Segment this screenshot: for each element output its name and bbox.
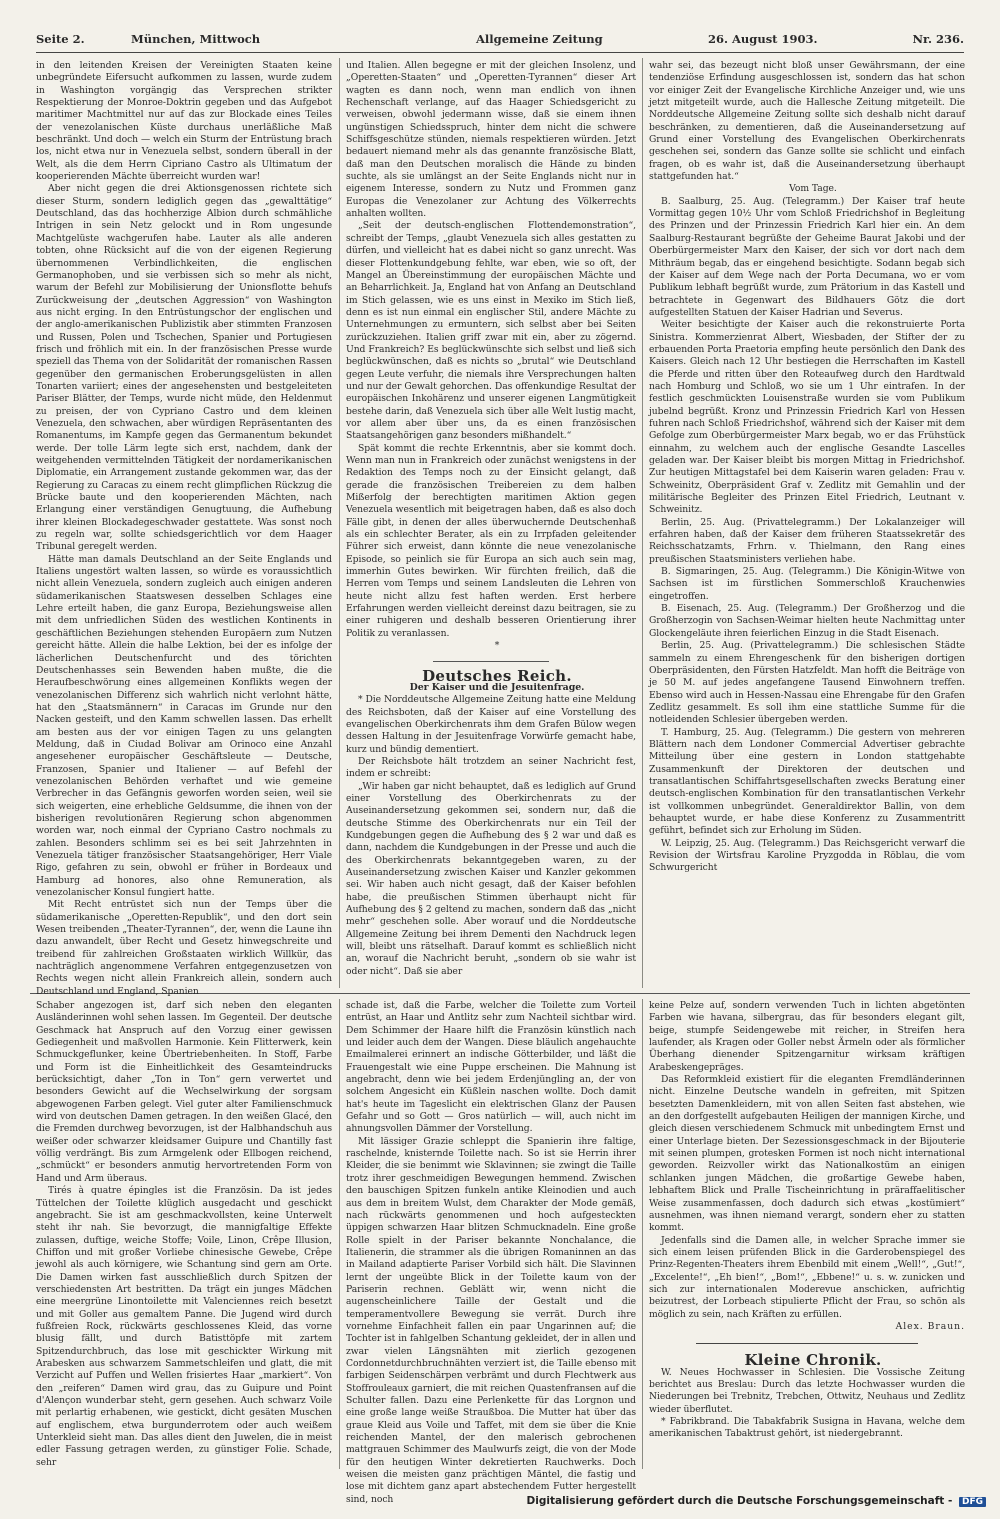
news-item: Berlin, 25. Aug. (Privattelegramm.) Der Lokalanzeiger will erfahren haben, daß der Kaiser dem früheren Staatssekretär des Reichsschatzamts, Frhrn. v. Thielmann, den Rang eines preußischen Staatsministers verliehen habe. — [649, 516, 965, 565]
article-paragraph: „Wir haben gar nicht behauptet, daß es lediglich auf Grund einer Vorstellung des Oberkirchenrats zu der Auseinandersetzung gekommen sei, sondern nur, daß die deutsche Stimme des Oberkirchenrats nur ein Teil der Kundgebungen gegen die Aufhebung des § 2 war und daß es dann, nachdem die Kundgebungen in der Presse und auch die des Oberkirchenrats bekanntgegeben waren, zu der Auseinandersetzung zwischen Kaiser und Kanzler gekommen sei. Wir haben auch nicht gesagt, daß der Kaiser befohlen habe, die preußischen Stimmen überhaupt nicht für Aufhebung des § 2 geltend zu machen, sondern daß das „nicht mehr“ geschehen solle. Aber worauf und die Norddeutsche Allgemeine Zeitung bei ihrem Dementi den Nachdruck legen will, bleibt uns rätselhaft. Darauf kommt es schließlich nicht an, worauf die Nachricht beruht, „sondern ob sie wahr ist oder nicht“. Daß sie aber — [346, 780, 636, 977]
article-paragraph: Mit Recht entrüstet sich nun der Temps über die südamerikanische „Operetten-Republik“, und den dort sein Wesen treibenden „Theater-Tyrannen“, der, wenn die Laune ihn dazu anwandelt, über Recht und Gesetz hinwegschreite und treibend für zahlreichen Großstaaten wirklich Willkür, das nachträglich angenommene Verfahren entgegenzusetzen von Rechts wegen nicht allein Frankreich allein, sondern auch Deutschland und England, Spanien — [36, 899, 332, 997]
feuilleton-paragraph: Tirés à quatre épingles ist die Französin. Da ist jedes Tüttelchen der Toilette klüglich ausgedacht und geschickt angebracht. Sie ist am geschmackvollsten, keine Unterwelt steht ihr nah. Sie bevorzugt, die mannigfaltige Effekte zulassen, duftige, weiche Stoffe; Voile, Linon, Crêpe Illusion, Chiffon und mit großer Vorliebe chinesische Gewebe, Crêpe jewohl als auch körnigere, wie Schantung sind gern am Orte. Die Damen wirken fast ausschließlich durch Spitzen der verschiedensten Art bestritten. Da trägt ein junges Mädchen eine meergrüne Linontoilette mit Valenciennes reich besetzt und mit Goller aus gemaltem Panne. Die Jugend wird durch fußfreien Rock, rückwärts geschlossenes Kleid, das vorne blusig fällt, und durch Batisttöpfe mit zartem Spitzendurchbruch, das lose mit geschickter Wirkung mit Arabesken aus schwarzem Sammetschleifen und glatt, die mit Verzicht auf Puffen und Wellen frisiertes Haar „markiert“. Von den „reiferen“ Damen wird grau, das zu Guipure und Point d'Alençon wunderbar steht, gern gesehen. Auch schwarz Voile mit perlartig erhabenen, wie gestickt, dicht gesäten Muschen auf englischem, etwa burgunderrotem oder auch weißem Unterkleid sieht man. Das alles dient den Juwelen, die in meist edler Fassung getragen werden, zu günstiger Folie. Schade, sehr — [36, 1185, 332, 1468]
feuilleton-column-3 — [649, 1000, 965, 1465]
column-rule — [339, 58, 340, 988]
feuilleton-paragraph: schade ist, daß die Farbe, welcher die Toilette zum Vorteil entrüst, an Haar und Antlitz sehr zum Nachteil sichtbar wird. Dem Schimmer der Haare hilft die Französin künstlich nach und leider auch dem der Wangen. Diese bläulich angehauchte Emailmalerei erinnert an indische Götterbilder, und läßt die Frauengestalt wie eine Puppe erscheinen. Die Mahnung ist angebracht, denn wie bei jedem Erdenjüngling an, der von solchem Angesicht ein Küßlein naschen wollte. Doch damit hat's heute im Tageslicht ein elektrischen Glanz der Pausen Gefahr und so Gott — Gros natürlich — will, auch nicht im ahnungsvollen Dämmer der Vorstellung. — [346, 1000, 636, 1135]
news-item: B. Saalburg, 25. Aug. (Telegramm.) Der Kaiser traf heute Vormittag gegen 10½ Uhr vom Schloß Friedrichshof in Begleitung des Prinzen und der Prinzessin Friedrich Karl hier ein. An dem Saalburg-Restaurant begrüßte der Geheime Baurat Jakobi und der Oberbürgermeister Marx den Kaiser, der sich vor dort nach dem Mithräum begab, das er eingehend besichtigte. Sodann begab sich der Kaiser auf dem Wege nach der Porta Decumana, wo er vom Publikum lebhaft begrüßt wurde, zum Prätorium in das Kastell und betrachtete in Gegenwart des Bildhauers Götz die dort aufgestellten Statuen der Kaiser Hadrian und Severus. — [649, 195, 965, 318]
feuilleton-paragraph: Jedenfalls sind die Damen alle, in welcher Sprache immer sie sich einem leisen prüfenden Blick in die Garderobenspiegel des Prinz-Regenten-Theaters ihrem Ebenbild mit einem „Well!“, „Gut!“, „Excelente!“, „Eh bien!“, „Bom!“, „Ebbene!“ u. s. w. zunicken und sich zur internationalen Moderevue anschicken, aufrichtig beizutrest, der Lorbeach stipulierte Pflicht der Frau, so schön als möglich zu sein, nach Kräften zu erfüllen. — [649, 1234, 965, 1320]
news-item: Weiter besichtigte der Kaiser auch die rekonstruierte Porta Sinistra. Kommerzienrat Albert, Wiesbaden, der Stifter der zu erbauenden Porta Praetoria empfing heute persönlich den Dank des Kaisers. Gleich nach 12 Uhr bestiegen die Herrschaften im Kastell die Pferde und ritten über den Roteaufweg durch den Hardtwald nach Homburg und Schloß, wo sie um 1 Uhr eintrafen. In der festlich geschmückten Louisenstraße wurden sie vom Publikum jubelnd begrüßt. Kronz und Prinzessin Friedrich Karl von Hessen fuhren nach Schloß Friedrichshof, während sich der Kaiser mit dem Gefolge zum Oberbürgermeister Marx begab, wo er das Frühstück einnahm, zu welchem auch der englische Gesandte Lascelles geladen war. Der Kaiser bleibt bis morgen Mittag in Friedrichshof. Zur heutigen Mittagstafel bei dem Kaiserin waren geladen: Frau v. Schweinitz, Oberpräsident Graf v. Zedlitz mit Gemahlin und der militärische Begleiter des Prinzen Eitel Friedrich, Leutnant v. Schweinitz. — [649, 319, 965, 516]
article-paragraph: „Seit der deutsch-englischen Flottendemonstration“, schreibt der Temps, „glaubt Venezuela sich alles gestatten zu dürfen, und vielleicht hat es dabei nicht so ganz unrecht. Was dieser Flottenkundgebung fehlte, war eben, wie so oft, der Mangel an Übereinstimmung der europäischen Mächte und an Beharrlichkeit. Ja, England hat von Anfang an Deutschland im Stich gelassen, wie es uns einst in Mexiko im Stich ließ, denn es ist nun einmal ein englischer Stil, andere Mächte zu Unternehmungen zu ermuntern, sich selbst aber bei Seiten zurückzuziehen. Italien griff zwar mit ein, aber zu zögernd. Und Frankreich? Es beglückwünschte sich selbst und ließ sich beglückwünschen, daß es nichts so „brutal“ wie Deutschland gegen Leute verfuhr, die niemals ihre Versprechungen halten und nur der Gewalt gehorchen. Das offenkundige Resultat der europäischen Inkohärenz und unserer eigenen Langmütigkeit bestehe darin, daß Venezuela sich über alle Welt lustig macht, vor allem aber über uns, da es einen französischen Staatsangehörigen ganz besonders mißhandelt.“ — [346, 220, 636, 442]
credit-text: Digitalisierung gefördert durch die Deutsche Forschungsgemeinschaft - — [526, 1495, 953, 1507]
article-paragraph: Spät kommt die rechte Erkenntnis, aber sie kommt doch. Wenn man nun in Frankreich oder zunächst wenigstens in der Redaktion des Temps noch zu der Einsicht gelangt, daß gerade die französischen Treibereien zu dem halben Mißerfolg der berechtigten maritimen Aktion gegen Venezuela wesentlich mit beigetragen haben, daß es also doch Fälle gibt, in denen der alles überwuchernde Deutschenhaß als ein schlechter Berater, als ein zu Irrpfaden geleitender Führer sich erweist, dann könnte die neue venezolanische Episode, so peinlich sie für Europa an sich auch sein mag, immerhin Gutes bewirken. Wir fürchten freilich, daß die Herren vom Temps und seinem Landsleuten die Lehren von heute nicht allzu fest haften werden. Erst herbere Erfahrungen werden vielleicht dereinst dazu beitragen, sie zu einer ruhigeren und deshalb besseren Orientierung ihrer Politik zu veranlassen. — [346, 442, 636, 639]
newspaper-title: Allgemeine Zeitung — [476, 32, 603, 46]
dfg-logo: DFG — [959, 1497, 986, 1507]
digitization-credit — [527, 1495, 986, 1513]
header-place-day: München, Mittwoch — [131, 32, 261, 46]
article-subtitle: Der Kaiser und die Jesuitenfrage. — [409, 681, 585, 693]
news-item: B. Eisenach, 25. Aug. (Telegramm.) Der Großherzog und die Großherzogin von Sachsen-Weimar hielten heute Nachmittag unter Glockengeläute ihren feierlichen Einzug in die Stadt Eisenach. — [649, 603, 965, 639]
section-heading-vom-tage: Vom Tage. — [789, 183, 837, 195]
feuilleton-paragraph: Mit lässiger Grazie schleppt die Spanierin ihre faltige, raschelnde, knisternde Toilette nach. So ist sie Herrin ihrer Kleider, die sie benimmt wie Sklavinnen; sie zwingt die Taille trotz ihrer geschmeidigen Bewegungen hemmend. Zwischen den bauschigen Spitzen funkeln antike Kleinodien und auch aus dem in breitem Wulst, dem Charakter der Mode gemäß, nach rückwärts genommenen und hoch aufgesteckten üppigen schwarzen Haar blitzen Schmucknadeln. Eine große Rolle spielt in der Pariser bekannte Nonchalance, die Italienerin, die strammer als die übrigen Romaninnen an das in Mailand adaptierte Pariser Vorbild sich hält. Die Slavinnen lernt der ungeübte Blick in der Toilette kaum von der Pariserin rechnen. Geblätt wir, wenn nicht die augenscheinlichere Taille der Gestalt und die temperamentvollere Bewegung sie verrät. Durch ihre vornehme Einfachheit fallen ein paar Ungarinnen auf; die Tochter ist in fahlgelben Schantung gekleidet, der in allen und zwar vielen Längsnähten mit zierlich gezogenen Cordonnetdurchbruchnähten verziert ist, die Taille ebenso mit farbigen Seidenschärpen verbrämt und durch Flechtwerk aus Stoffrouleaux garniert, die mit reichen Quastenfransen auf die Schulter fallen. Dazu eine Perlenkette für das Lorgnon und eine große lange weiße Straußboa. Die Mutter hat über das graue Kleid aus Voile und Taffet, mit dem sie über die Knie reichenden Mantel, der den malerisch gebrochenen mattgrauen Schimmer des Maulwurfs zeigt, die von der Mode für den heutigen Winter dekretierten Rauchwerks. Doch weisen die meisten ganz prächtigen Mäntel, die fastig und lose mit dichtem ganz apart abstechendem Futter hergestellt sind, noch — [346, 1135, 636, 1505]
author-signature: Alex. Braun. — [895, 1320, 965, 1332]
issue-number: Nr. 236. — [912, 32, 964, 46]
article-paragraph: und Italien. Allen begegne er mit der gleichen Insolenz, und „Operetten-Staaten“ und „Operetten-Tyrannen“ dieser Art wagten es dann noch, wenn man endlich von ihnen Rechenschaft verlange, auf das Haager Schiedsgericht zu verweisen, obwohl jedermann wisse, daß sie einem ihnen ungünstigen Schiedsspruch, hinter dem nicht die schwere Schiffsgeschütze stünden, niemals respektieren würden. Jetzt bedauert niemand mehr als das genannte französische Blatt, daß man den Deutschen moralisch die Hände zu binden suchte, als sie umlängst an der Seite Englands nicht nur in eigenem Interesse, sondern zu Nutz und Frommen ganz Europas die Venezolaner zur Achtung des Völkerrechts anhalten wollten. — [346, 60, 636, 220]
chronicle-item: W. Neues Hochwasser in Schlesien. Die Vossische Zeitung berichtet aus Breslau: Durch das letzte Hochwasser wurden die Niederungen bei Trebnitz, Trebchen, Ottwitz, Neuhaus und Zedlitz wieder überflutet. — [649, 1366, 965, 1415]
feuilleton-paragraph: Schaber angezogen ist, darf sich neben den eleganten Ausländerinnen wohl sehen lassen. Im Gegenteil. Der deutsche Geschmack hat Anspruch auf den Vorzug einer gewissen Gediegenheit und maßvollen Harmonie. Kein Flitterwerk, kein Schmuckgeflunker, keine Übertriebenheiten. In Stoff, Farbe und Form ist die Einheitlichkeit des Gesamteindrucks berücksichtigt, daher „Ton in Ton“ gern verwertet und besonders Gewicht auf die Wechselwirkung der sorgsam abgewogenen Farben gelegt. Viel guter alter Familienschmuck wird von deutschen Damen getragen. In den weißen Glacé, den die Fremden durchweg bevorzugen, ist der Halbhandschuh aus weißer oder schwarzer kleidsamer Guipure und Chantilly fast völlig verdrängt. Bis zum Armgelenk oder Ellbogen reichend, „schmückt“ er besonders anmutig hervortretenden Form von Hand und Arm überaus. — [36, 1000, 332, 1184]
article-paragraph: Der Reichsbote hält trotzdem an seiner Nachricht fest, indem er schreibt: — [346, 755, 636, 780]
section-rule — [433, 661, 549, 662]
chronicle-item: * Fabrikbrand. Die Tabakfabrik Susigna in Havana, welche dem amerikanischen Tabaktrust gehört, ist niedergebrannt. — [649, 1416, 965, 1440]
feuilleton-column-1 — [36, 1000, 332, 1468]
feuilleton-paragraph: Das Reformkleid existiert für die eleganten Fremdländerinnen nicht. Einzelne Deutsche wandeln in gefreiten, mit Spitzen besetzten Damenkleidern, mit von allen Seiten fast abstehen, wie an den dorfgestellt aufgebauten Heiligen der mannigen Kirche, und gleich diesen verschiedenem Schmuck mit unbedingtem Ernst und einer Unterlage bieten. Der Sezessionsgeschmack in der Bijouterie mit seinen plumpen, grotesken Formen ist noch nicht international geworden. Reizvoller wirkt das Nationalkostüm an einigen schlanken jungen Mädchen, die großartige Gewebe haben, lebhaftem Blick und Pralle Tischeinrichtung in präraffaelitischer Weise zusammenfassen, doch dadurch sich etwas „kostümiert“ ausnehmen, was ihnen niemand verargt, sondern eher zu statten kommt. — [649, 1074, 965, 1234]
article-paragraph: Aber nicht gegen die drei Aktionsgenossen richtete sich dieser Sturm, sondern lediglich gegen das „gewalttätige“ Deutschland, das das hochherzige Albion durch schmähliche Intrigen in sein Netz gelockt und in Rom ungesunde Machtgelüste wachgerufen habe. Lauter als alle anderen tobten, ohne Rücksicht auf die von der eigenen Regierung übernommenen Verbindlichkeiten, die englischen Germanophoben, und sie verbissen sich so mehr als nicht, warum der Befehl zur Mobilisierung der Unionsflotte behufs Zurückweisung der „deutschen Aggression“ von Washington aus nicht erging. In den Entrüstungschor der englischen und der anglo-amerikanischen Publizistik aber stimmten Franzosen und Russen, Polen und Tschechen, Spanier und Portugiesen frisch und fröhlich mit ein. In der französischen Presse wurde speziell das Thema von der Solidarität der romanischen Rassen gegenüber den germanischen Eroberungsgelüsten in allen Tonarten variiert; eines der angesehensten und bestgeleiteten Pariser Blätter, der Temps, wurde nicht müde, den Heldenmut zu preisen, der von Cypriano Castro und dem kleinen Venezuela, den schwachen, aber würdigen Repräsentanten des Romanentums, im Kampfe gegen das Germanentum bekundet werde. Der tolle Lärm legte sich erst, nachdem, dank der weitgehenden vermittelnden Tätigkeit der nordamerikanischen Diplomatie, ein Arrangement zustande gekommen war, das der Regierung zu Caracas zu einem recht glimpflichen Rückzug die Brücke baute und den kooperierenden Mächten, nach Erlangung einer verständigen Genugtuung, die Aufhebung ihrer kleinen Blockadegeschwader gestattete. Was sonst noch zu regeln war, sollte schiedsgerichtlich vor dem Haager Tribunal geregelt werden. — [36, 183, 332, 553]
section-star-marker: * — [494, 640, 500, 652]
article-paragraph: in den leitenden Kreisen der Vereinigten Staaten keine unbegründete Eifersucht aufkommen zu lassen, wurde zudem in Washington vorgängig das Versprechen strikter Respektierung der Monroe-Doktrin gegeben und das Aufgebot maritimer Machtmittel nur auf das zur Blockade eines Teiles der venezolanischen Küste durchaus unerläßliche Maß beschränkt. Und doch — welch ein Sturm der Entrüstung brach los, nicht etwa nur in Venezuela selbst, sondern überall in der Welt, als die dem Herrn Cipriano Castro als Ultimatum der kooperierenden Mächte überreicht wurden war! — [36, 60, 332, 183]
section-rule — [696, 1343, 917, 1344]
issue-date: 26. August 1903. — [708, 32, 818, 46]
news-item: Berlin, 25. Aug. (Privattelegramm.) Die schlesischen Städte sammeln zu einem Ehrengeschenk für den bisherigen dortigen Oberpräsidenten, den Fürsten Hatzfeldt. Man hofft die Beiträge von je 50 M. auf jedes angefangene Tausend Einwohnern treffen. Ebenso wird auch in Hessen-Nassau eine Ehrengabe für den Grafen Zedlitz gesammelt. Es soll ihm eine stattliche Summe für die notleidenden Schlesier übergeben werden. — [649, 640, 965, 726]
article-column-1 — [36, 60, 332, 997]
section-title-deutsches-reich: Deutsches Reich. — [422, 666, 572, 685]
section-title-kleine-chronik: Kleine Chronik. — [744, 1351, 882, 1370]
column-rule — [642, 999, 643, 1469]
news-item: T. Hamburg, 25. Aug. (Telegramm.) Die gestern von mehreren Blättern nach dem Londoner Commercial Advertiser gebrachte Mitteilung über eine gestern in London stattgehabte Zusammenkunft der Direktoren der deutschen und transatlantischen Schiffahrtsgesellschaften zwecks Beratung einer deutsch-englischen Kombination für den transatlantischen Verkehr ist vollkommen unbegründet. Generaldirektor Ballin, von dem behauptet wurde, er habe diese Konferenz zu Zusammentritt geführt, befindet sich zur Erholung im Süden. — [649, 726, 965, 837]
column-rule — [339, 999, 340, 1469]
feuilleton-column-2 — [346, 1000, 636, 1505]
page-number: Seite 2. — [36, 32, 85, 46]
article-paragraph: wahr sei, das bezeugt nicht bloß unser Gewährsmann, der eine tendenziöse Erfindung ausgeschlossen ist, sondern das hat schon vor einiger Zeit der Evangelische Kirchliche Anzeiger und, wie uns jetzt mitgeteilt wurde, auch die Hallesche Zeitung mitgeteilt. Die Norddeutsche Allgemeine Zeitung sollte sich deshalb nicht darauf beschränken, zu dementieren, daß die Auseinandersetzung auf Grund einer Vorstellung des Evangelischen Oberkirchenrats geschehen sei, sondern das Ganze sollte sie schlicht und einfach fragen, ob es wahr ist, daß die Auseinandersetzung überhaupt stattgefunden hat.“ — [649, 60, 965, 183]
news-item: B. Sigmaringen, 25. Aug. (Telegramm.) Die Königin-Witwe von Sachsen ist im fürstlichen Sommerschloß Krauchenwies eingetroffen. — [649, 566, 965, 602]
article-column-3 — [649, 60, 965, 988]
article-column-2 — [346, 60, 636, 988]
article-paragraph: * Die Norddeutsche Allgemeine Zeitung hatte eine Meldung des Reichsboten, daß der Kaiser auf eine Vorstellung des evangelischen Oberkirchenrats ihm dem Grafen Bülow wegen dessen Haltung in der Jesuitenfrage Vorwürfe gemacht habe, kurz und bündig dementiert. — [346, 694, 636, 755]
column-rule — [642, 58, 643, 988]
article-paragraph: Hätte man damals Deutschland an der Seite Englands und Italiens ungestört walten lassen, so würde es voraussichtlich nicht allein Venezuela, sondern zugleich auch einigen anderen südamerikanischen Staatswesen desselben Schlages eine Lehre erteilt haben, die ganz Europa, Beziehungsweise allen mit dem unfriedlichen Süden des westlichen Kontinents in geschäftlichen Beziehungen stehenden Europäern zum Nutzen gereicht hätte. Allein die halbe Lektion, bei der es infolge der lächerlichen Deutschenfurcht und des törichten Deutschenhasses sein Bewenden haben mußte, die die Heraufbeschwörung eines allgemeinen Konflikts wegen der venezolanischen Differenz sich wahrlich nicht verlohnt hätte, hat den „Staatsmännern“ in Caracas im Grunde nur den Nacken gesteift, und den Kamm schwellen lassen. Das erhellt am besten aus der vor einigen Tagen zu uns gelangten Meldung, daß in Ciudad Bolivar am Orinoco eine Anzahl angesehener europäischer Geschäftsleute — Deutsche, Franzosen, Spanier und Italiener — auf Befehl der venezolanischen Behörden verhaftet und wie gemeine Verbrecher in das Gefängnis geworfen worden seien, weil sie sich weigerten, eine erhebliche Geldsumme, die ihnen von der bisherigen revolutionären Regierung schon abgenommen worden war, noch einmal der Cypriano Castro nochmals zu zahlen. Besonders schlimm sei es bei seit Jahrzehnten in Venezuela tätiger französischer Staatsangehöriger, Herr Viale Rigo, gefahren zu sein, obwohl er früher in Bordeaux und Hamburg ad honores, also ohne Remuneration, als venezolanischer Konsul fungiert hatte. — [36, 553, 332, 899]
feuilleton-paragraph: keine Pelze auf, sondern verwenden Tuch in lichten abgetönten Farben wie havana, silbergrau, das für besonders elegant gilt, beige, stumpfe Seidengewebe mit reicher, in Streifen hera laufender, als Kragen oder Goller nebst Ärmeln oder als förmlicher Überhang dienender Spitzengarnitur wirksam kräftigen Arabeskengepräges. — [649, 1000, 965, 1073]
page-header — [36, 26, 964, 53]
news-item: W. Leipzig, 25. Aug. (Telegramm.) Das Reichsgericht verwarf die Revision der Wirtsfrau Karoline Pryzgodda in Röblau, die vom Schwurgericht — [649, 837, 965, 874]
